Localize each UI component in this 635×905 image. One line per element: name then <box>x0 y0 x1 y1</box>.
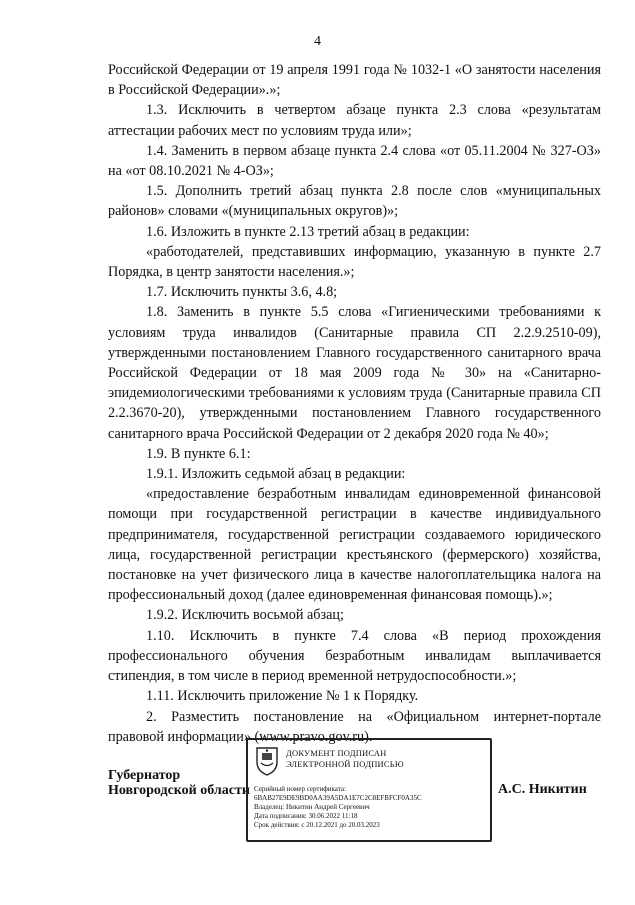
stamp-heading-line1: ДОКУМЕНТ ПОДПИСАН <box>286 748 387 758</box>
stamp-heading <box>286 748 486 770</box>
coat-of-arms-icon <box>254 746 280 776</box>
signatory-title-line2: Новгородской области <box>108 783 250 798</box>
paragraph: 1.9.2. Исключить восьмой абзац; <box>146 607 344 624</box>
paragraph: 1.6. Изложить в пункте 2.13 третий абзац в редакции: <box>146 223 470 240</box>
signature-block <box>0 738 635 868</box>
paragraph: 1.5. Дополнить третий абзац пункта 2.8 после слов «муниципальных районов» словами «(муниципальных округов)»; <box>108 183 601 220</box>
stamp-heading-line2: ЭЛЕКТРОННОЙ ПОДПИСЬЮ <box>286 759 404 769</box>
stamp-serial-label: Серийный номер сертификата: <box>254 785 346 793</box>
paragraph: 2. Разместить постановление на «Официальном интернет-портале правовой информации» (www.pravo.gov.ru). <box>108 708 601 745</box>
page-number: 4 <box>314 34 321 49</box>
signatory-title <box>108 768 250 798</box>
paragraph: «работодателей, представивших информацию, указанную в пункте 2.7 Порядка, в центр занятости населения.»; <box>108 243 601 281</box>
paragraph: 1.4. Заменить в первом абзаце пункта 2.4 слова «от 05.11.2004 № 327-ОЗ» на «от 08.10.2021 № 4-ОЗ»; <box>108 142 601 180</box>
paragraph: «предоставление безработным инвалидам единовременной финансовой помощи при государственной регистрации в качестве индивидуального предпринимателя, государственной регистрации создаваемого юридического лица, государственной регистрации крестьянского (фермерского) хозяйства, постановке на учет физического лица в качестве налогоплательщика налога на профессиональный доход (далее единовременная финансовая помощь).»; <box>108 486 601 604</box>
paragraph: 1.7. Исключить пункты 3.6, 4.8; <box>146 284 338 301</box>
paragraph: 1.10. Исключить в пункте 7.4 слова «В период прохождения профессионального обучения безработным инвалидам выплачивается стипендия, в том числе в период временной нетрудоспособности.»; <box>108 627 601 685</box>
paragraph: 1.11. Исключить приложение № 1 к Порядку. <box>146 688 419 705</box>
signatory-name: А.С. Никитин <box>498 782 587 797</box>
stamp-owner: Владелец: Никитин Андрей Сергеевич <box>254 803 370 811</box>
electronic-signature-stamp <box>246 738 492 842</box>
signatory-title-line1: Губернатор <box>108 768 181 783</box>
paragraph: 1.9. В пункте 6.1: <box>146 445 251 462</box>
paragraph: Российской Федерации от 19 апреля 1991 года № 1032-1 «О занятости населения в Российской Федерации».»; <box>108 62 601 99</box>
document-body <box>108 60 601 747</box>
paragraph: 1.3. Исключить в четвертом абзаце пункта 2.3 слова «результатам аттестации рабочих мест по условиям труда или»; <box>108 102 601 139</box>
stamp-serial-value: 6BAB27E9DE9BD0AA39A5DA1E7C2C8EFBFCF0A35C <box>254 794 422 802</box>
paragraph: 1.8. Заменить в пункте 5.5 слова «Гигиеническими требованиями к условиям труда инвалидов (Санитарные правила СП 2.2.9.2510-09), утвержденными постановлением Главного государственного санитарного врача Российской Федерации от 18 мая 2009 года № 30» на «Санитарно-эпидемиологическими требованиями к условиям труда (Санитарные правила СП 2.2.3670-20), утвержденными постановлением Главного государственного санитарного врача Российской Федерации от 2 декабря 2020 года № 40»; <box>108 304 601 442</box>
stamp-validity: Срок действия: с 20.12.2021 до 20.03.2023 <box>254 821 380 829</box>
paragraph: 1.9.1. Изложить седьмой абзац в редакции: <box>146 466 406 483</box>
stamp-signed-date: Дата подписания: 30.06.2022 11:18 <box>254 812 358 820</box>
stamp-details <box>254 785 490 830</box>
